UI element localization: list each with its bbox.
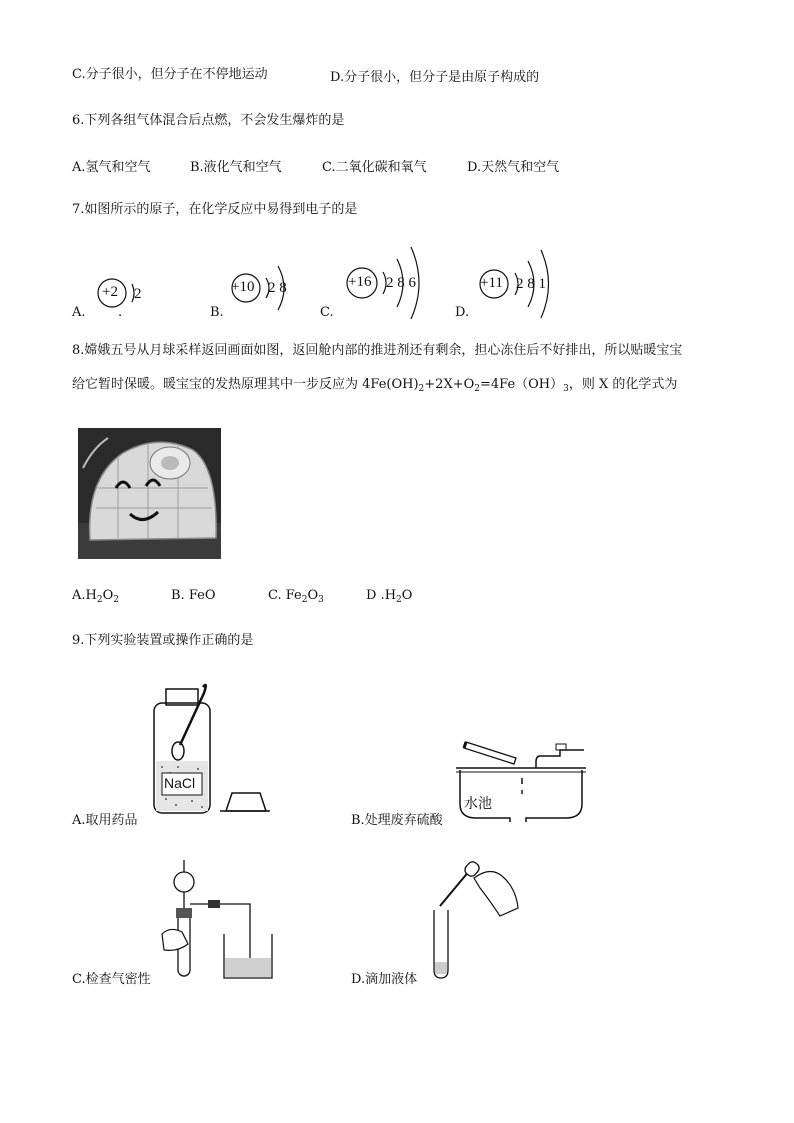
q8-option-d: D $.H_2O$ [366, 588, 413, 605]
jar-label: NaCl [164, 775, 196, 791]
sink-label: 水池 [464, 796, 492, 812]
atom-a-shells: 2 [134, 286, 142, 302]
q6-option-b: B.液化气和空气 [190, 160, 282, 175]
q7-option-c: C. [320, 305, 334, 320]
q5-option-d: D.分子很小，但分子是由原子构成的 [330, 70, 540, 85]
q9-option-c: C.检查气密性 [72, 972, 151, 987]
q9-option-a: A.取用药品 [72, 813, 138, 828]
atom-d-nucleus: +11 [480, 275, 503, 291]
airtight-check-figure [158, 860, 273, 985]
atom-c-nucleus: +16 [348, 274, 372, 290]
q8-stem-line2: 给它暂时保暖。暖宝宝的发热原理其中一步反应为 $4Fe(OH)_2+2X+O_2=4Fe(OH)_3$，则 X 的化学式为 [72, 377, 678, 394]
q8-option-a: $A.H_2O_2$ [72, 588, 119, 605]
atom-b-nucleus: +10 [231, 279, 255, 295]
hand-warmer-photo [78, 428, 221, 559]
q6-stem: 6.下列各组气体混合后点燃，不会发生爆炸的是 [72, 113, 345, 128]
q9-option-d: D.滴加液体 [351, 972, 418, 987]
atom-d-shells: 2 8 1 [516, 276, 546, 292]
atom-a-dot: . [118, 305, 123, 320]
q9-stem: 9.下列实验装置或操作正确的是 [72, 633, 254, 648]
q7-option-d: D. [455, 305, 470, 320]
q6-option-c: C.二氧化碳和氧气 [322, 160, 427, 175]
q9-option-b: B.处理废弃硫酸 [351, 813, 443, 828]
reagent-jar-figure [148, 683, 273, 818]
q6-option-a: A.氢气和空气 [72, 160, 151, 175]
q7-stem: 7.如图所示的原子，在化学反应中易得到电子的是 [72, 202, 358, 217]
q6-option-d: D.天然气和空气 [467, 160, 560, 175]
atom-b-shells: 2 8 [268, 280, 287, 296]
q8-option-c: C. $Fe_2O_3$ [268, 588, 324, 605]
q7-option-b: B. [210, 305, 224, 320]
atom-a-nucleus: +2 [102, 284, 118, 300]
q5-option-c: C.分子很小，但分子在不停地运动 [72, 67, 268, 82]
q7-option-a: A. [72, 305, 86, 320]
dropper-figure [430, 858, 525, 983]
q8-stem-line1: 8.嫦娥五号从月球采样返回画面如图，返回舱内部的推进剂还有剩余，担心冻住后不好排出，所以贴暖宝宝 [72, 343, 683, 358]
atom-c-shells: 2 8 6 [386, 275, 416, 291]
q8-option-b: B. FeO [171, 588, 216, 603]
